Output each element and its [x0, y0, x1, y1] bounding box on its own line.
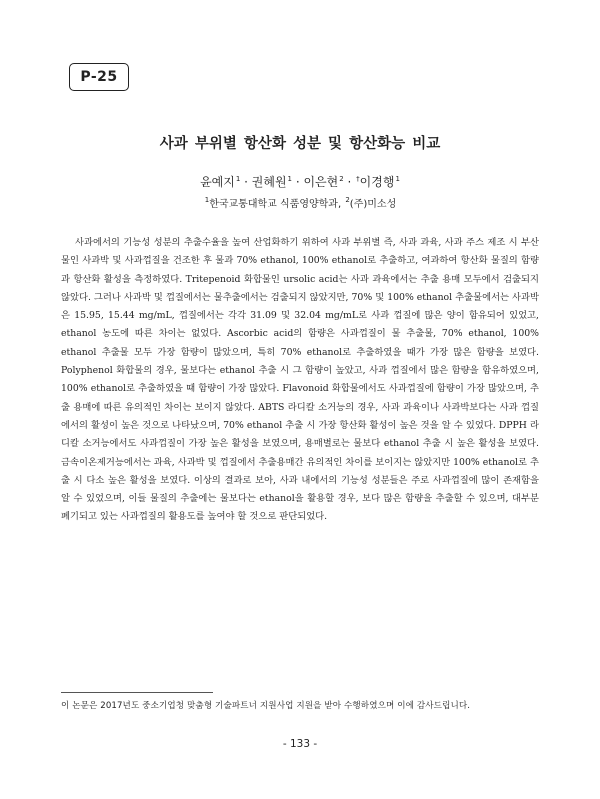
author: 권혜원$^1$	[251, 175, 293, 189]
acknowledgement-footnote: 이 논문은 2017년도 중소기업청 맞춤형 기술파트너 지원사업 지원을 받아 수행하였으며 이에 감사드립니다.	[61, 701, 471, 711]
poster-code-badge	[69, 63, 129, 91]
author-list	[0, 173, 600, 190]
paper-title: 사과 부위별 항산화 성분 및 항산화능 비교	[159, 136, 441, 152]
abstract-body: 사과에서의 기능성 성분의 추출수율을 높여 산업화하기 위하여 사과 부위별 즉, 사과 과육, 사과 주스 제조 시 부산물인 사과박 및 사과껍질을 건조한 후 물과 70% ethanol, 100% ethanol로 추출하고, 여과하여 항산화 물질의 함량과 항산화 활성을 측정하였다. Tritepenoid 화합물인 ursolic acid는 사과 과육에서는 추출 용매 모두에서 검출되지 않았다. 그러나 사과박 및 껍질에서는 물추출에서는 검출되지 않았지만, 70% 및 100% ethanol 추출물에서는 사과박은 15.95, 15.44 mg/mL, 껍질에서는 각각 31.09 및 32.04 mg/mL로 사과 껍질에 많은 양이 함유되어 있었고, ethanol 농도에 따른 차이는 없었다. Ascorbic acid의 함량은 사과껍질이 물 추출물, 70% ethanol, 100% ethanol 추출물 모두 가장 함량이 많았으며, 특히 70% ethanol로 추출하였을 때가 가장 많은 함량을 보였다. Polyphenol 화합물의 경우, 물보다는 ethanol 추출 시 그 함량이 높았고, 사과 껍질에서 많은 함량을 함유하였으며, 100% ethanol로 추출하였을 때 함량이 가장 많았다. Flavonoid 화합물에서도 사과껍질에 함량이 가장 많았으며, 추출 용매에 따른 유의적인 차이는 보이지 않았다. ABTS 라디칼 소거능의 경우, 사과 과육이나 사과박보다는 사과 껍질에서의 활성이 높은 것으로 나타났으며, 70% ethanol 추출 시 가장 항산화 활성이 높은 것을 알 수 있었다. DPPH 라디칼 소거능에서도 사과껍질이 가장 높은 활성을 보였으며, 용매별로는 물보다 ethanol 추출 시 높은 활성을 보였다. 금속이온제거능에서는 과육, 사과박 및 껍질에서 추출용매간 유의적인 차이를 보이지는 않았지만 100% ethanol로 추출 시 다소 높은 활성을 보였다. 이상의 결과로 보아, 사과 내에서의 기능성 성분들은 주로 사과껍질에 많이 존재함을 알 수 있었으며, 이들 물질의 추출에는 물보다는 ethanol을 활용할 경우, 보다 많은 함량을 추출할 수 있으며, 대부분 폐기되고 있는 사과껍질의 활용도를 높여야 할 것으로 판단되었다.	[61, 237, 539, 523]
poster-code: P-25	[80, 69, 118, 85]
affiliation: $^1$한국교통대학교 식품영양학과,	[204, 196, 345, 210]
author: 윤예지$^1$	[200, 175, 241, 189]
corresponding-author: †이경행$^1$	[356, 175, 400, 189]
author-separator: ·	[240, 175, 252, 189]
page-number: - 133 -	[282, 738, 318, 750]
affiliations	[0, 195, 600, 210]
author-separator: ·	[292, 175, 304, 189]
footnote-divider	[61, 692, 213, 693]
author: 이은현$^2$	[303, 175, 344, 189]
author-separator: ·	[343, 175, 356, 189]
affiliation: $^2$(주)미소성	[345, 196, 397, 210]
corresponding-mark: †	[356, 175, 360, 183]
